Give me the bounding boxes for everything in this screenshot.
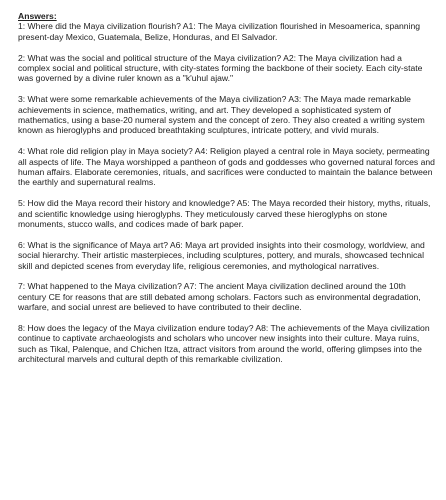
answers-document: [18, 11, 436, 365]
qa-item-5: 5: How did the Maya record their history and knowledge? A5: The Maya recorded their history, myths, rituals, and scientific knowledge using hieroglyphs. They meticulously carved these hieroglyphs on stone monuments, stucco walls, and codices made of bark paper.: [18, 198, 431, 230]
qa-item-7: 7: What happened to the Maya civilization? A7: The ancient Maya civilization declined around the 10th century CE for reasons that are still debated among scholars. Factors such as environmental degradation, warfare, and social unrest are believed to have contributed to their decline.: [18, 281, 421, 313]
qa-item-6: 6: What is the significance of Maya art? A6: Maya art provided insights into their cosmology, worldview, and social hierarchy. Their artistic masterpieces, including sculptures, pottery, and murals, showcased technical skill and depicted scenes from everyday life, religious ceremonies, and mythological narratives.: [18, 239, 425, 271]
answers-heading: Answers:: [18, 11, 57, 21]
qa-item-8: 8: How does the legacy of the Maya civilization endure today? A8: The achievements of the Maya civilization continue to captivate archaeologists and scholars who uncover new insights into their culture. Maya ruins, such as Tikal, Palenque, and Chichen Itza, attract visitors from around the world, offering glimpses into the architectural marvels and cultural depth of this remarkable civilization.: [18, 323, 430, 365]
qa-item-3: 3: What were some remarkable achievements of the Maya civilization? A3: The Maya made remarkable achievements in science, mathematics, writing, and art. They developed a sophisticated system of mathematics, using a base-20 numeral system and the concept of zero. They also created a writing system known as hieroglyphs and produced breathtaking sculptures, intricate pottery, and vivid murals.: [18, 94, 425, 136]
qa-item-4: 4: What role did religion play in Maya society? A4: Religion played a central role in Maya society, permeating all aspects of life. The Maya worshipped a pantheon of gods and goddesses who governed natural forces and human affairs. Elaborate ceremonies, rituals, and sacrifices were conducted to maintain the balance between the earthly and supernatural realms.: [18, 146, 435, 188]
qa-item-1: 1: Where did the Maya civilization flourish? A1: The Maya civilization flourished in Mesoamerica, spanning present-day Mexico, Guatemala, Belize, Honduras, and El Salvador.: [18, 21, 421, 42]
qa-item-2: 2: What was the social and political structure of the Maya civilization? A2: The Maya civilization had a complex social and political structure, with city-states forming the backbone of their society. Each city-state was governed by a divine ruler known as a "k'uhul ajaw.": [18, 52, 423, 84]
